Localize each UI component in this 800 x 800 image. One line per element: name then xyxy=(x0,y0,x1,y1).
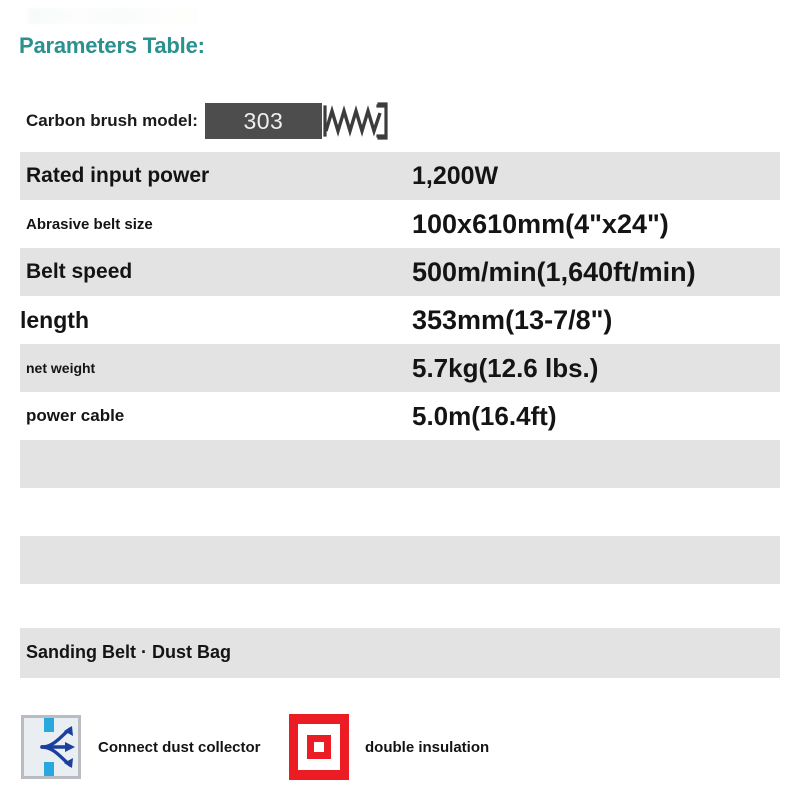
dust-collector-icon xyxy=(20,714,82,780)
coil-spring-icon xyxy=(322,101,390,141)
carbon-brush-label: Carbon brush model: xyxy=(26,111,198,130)
row-value: 1,200W xyxy=(412,161,499,190)
row-value: 5.0m(16.4ft) xyxy=(412,400,557,431)
row-label: net weight xyxy=(26,360,96,376)
row-value: 5.7kg(12.6 lbs.) xyxy=(412,352,599,383)
feature-label: double insulation xyxy=(365,738,490,756)
table-row xyxy=(0,536,800,584)
accessories-label: Sanding Belt · Dust Bag xyxy=(26,642,232,662)
parameters-table xyxy=(0,152,800,632)
table-row xyxy=(0,344,800,392)
page-title: Parameters Table: xyxy=(19,33,205,58)
features-section xyxy=(0,714,800,784)
table-row xyxy=(0,248,800,296)
row-label: Abrasive belt size xyxy=(26,215,153,233)
feature-label: Connect dust collector xyxy=(98,738,261,756)
table-row xyxy=(0,152,800,200)
watermark-smudge xyxy=(28,8,198,24)
row-value: 500m/min(1,640ft/min) xyxy=(412,256,696,287)
carbon-brush-value: 303 xyxy=(243,107,284,134)
double-insulation-icon xyxy=(289,714,349,780)
row-value: 100x610mm(4"x24") xyxy=(412,208,669,239)
feature-dust-collector xyxy=(20,714,261,780)
row-label: length xyxy=(20,306,89,333)
table-row xyxy=(0,200,800,248)
carbon-brush-chip xyxy=(205,103,322,139)
table-row xyxy=(0,488,800,536)
table-row xyxy=(0,296,800,344)
row-value: 353mm(13-7/8") xyxy=(412,304,613,335)
row-label: Rated input power xyxy=(26,164,210,187)
table-row xyxy=(0,392,800,440)
carbon-brush-row xyxy=(0,100,390,142)
table-row xyxy=(0,440,800,488)
row-label: Belt speed xyxy=(26,260,133,283)
row-label: power cable xyxy=(26,406,125,425)
table-row xyxy=(0,584,800,632)
feature-double-insulation xyxy=(289,714,489,780)
